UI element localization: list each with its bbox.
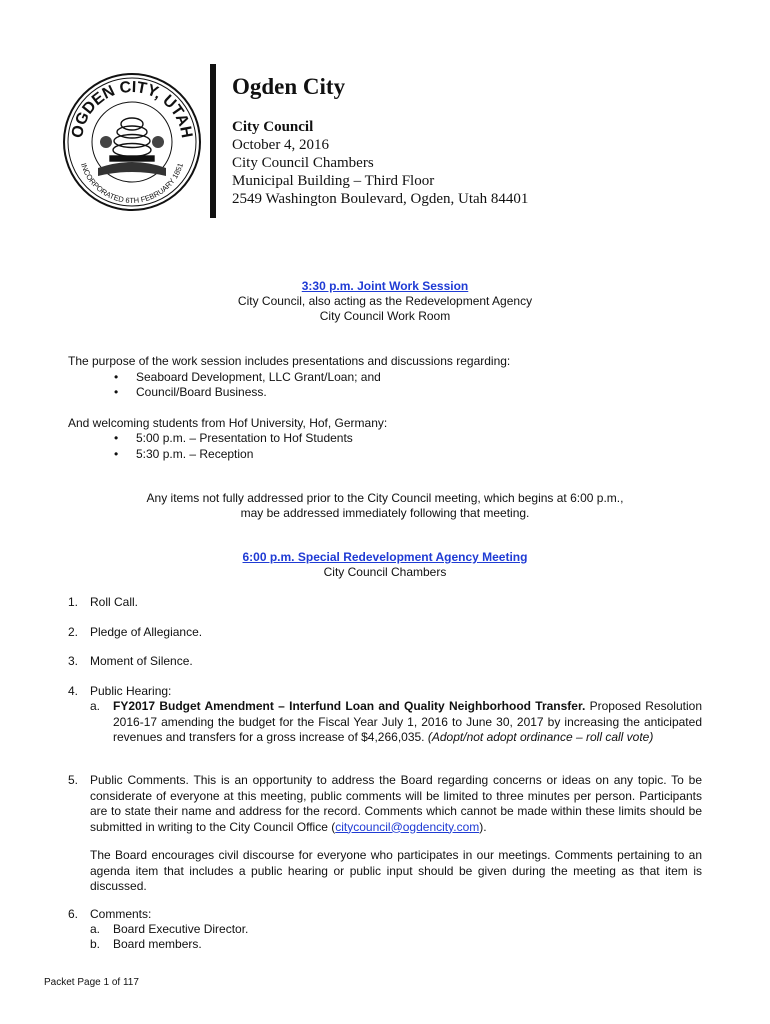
welcome-text: And welcoming students from Hof University, Hof, Germany: [68,416,388,430]
meeting-venue: City Council Chambers [232,155,374,171]
meeting-address: 2549 Washington Boulevard, Ogden, Utah 84401 [232,191,529,207]
svg-text:INCORPORATED 6TH FEBRUARY 1851: INCORPORATED 6TH FEBRUARY 1851 [78,161,186,206]
meeting-date: October 4, 2016 [232,137,330,153]
rda-meeting-subtitle: City Council Chambers [323,565,447,579]
city-title: Ogden City [232,74,346,99]
item-text: Board members. [113,937,202,951]
purpose-text: The purpose of the work session includes presentations and discussions regarding: [68,354,511,368]
item-4a-title: FY2017 Budget Amendment – Interfund Loan and Quality Neighborhood Transfer. [113,699,586,713]
page-footer: Packet Page 1 of 117 [44,977,139,988]
item-text: Public Hearing: [90,684,172,698]
item-text: Comments: [90,907,152,921]
item-number: 5. [68,773,79,787]
item-number: 3. [68,654,79,668]
item-text: Roll Call. [90,595,139,609]
work-session-title[interactable]: 3:30 p.m. Joint Work Session [301,279,469,293]
item-number: 1. [68,595,79,609]
header-divider [210,64,216,218]
item-text: Moment of Silence. [90,654,193,668]
item-5-text [90,773,702,835]
council-email-link[interactable]: citycouncil@ogdencity.com [335,819,480,834]
item-4a-action: (Adopt/not adopt ordinance – roll call vote) [427,730,654,744]
purpose-item: • Seaboard Development, LLC Grant/Loan; and [136,370,381,386]
note-line1: Any items not fully addressed prior to the City Council meeting, which begins at 6:00 p.m., [146,491,624,505]
item-5-end: ). [479,819,487,834]
ogden-city-seal-logo [62,72,202,212]
item-letter: a. [90,922,101,936]
purpose-item: • Council/Board Business. [136,385,267,401]
item-number: 4. [68,684,79,698]
note-line2: may be addressed immediately following that meeting. [240,506,530,520]
item-number: 6. [68,907,79,921]
item-5-description: This is an opportunity to address the Board regarding concerns or ideas on any topic. To be considerate of everyone at this meeting, public comments will be limited to three minutes per person. Participants are to state their name and address for the record. Comments which cannot be made within these limits should be submitted in writing to the City Council Office ( [90,773,702,834]
svg-text:OGDEN CITY, UTAH: OGDEN CITY, UTAH [68,78,195,140]
welcome-item: • 5:30 p.m. – Reception [136,447,253,463]
item-4a-text [113,699,702,746]
item-text: Board Executive Director. [113,922,249,936]
item-5-paragraph-2: The Board encourages civil discourse for everyone who participates in our meetings. Comments pertaining to an agenda item that includes a public hearing or public input should be given during the meeting as that item is discussed. [90,848,702,893]
item-4a-description: Proposed Resolution 2016-17 amending the budget for the Fiscal Year July 1, 2016 to June 30, 2017 by increasing the anticipated revenues and transfers for a gross increase of $4,266,035. [113,699,702,744]
work-session-line1: City Council, also acting as the Redevelopment Agency [237,294,533,308]
welcome-item: • 5:00 p.m. – Presentation to Hof Students [136,431,353,447]
item-text: Public Comments. [90,773,189,787]
item-letter: b. [90,937,101,951]
rda-meeting-title[interactable]: 6:00 p.m. Special Redevelopment Agency Meeting [242,550,528,564]
item-letter: a. [90,699,101,713]
work-session-line2: City Council Work Room [319,309,451,323]
item-number: 2. [68,625,79,639]
header-info [232,118,528,208]
council-name: City Council [232,119,314,135]
meeting-building: Municipal Building – Third Floor [232,173,435,189]
item-text: Pledge of Allegiance. [90,625,203,639]
